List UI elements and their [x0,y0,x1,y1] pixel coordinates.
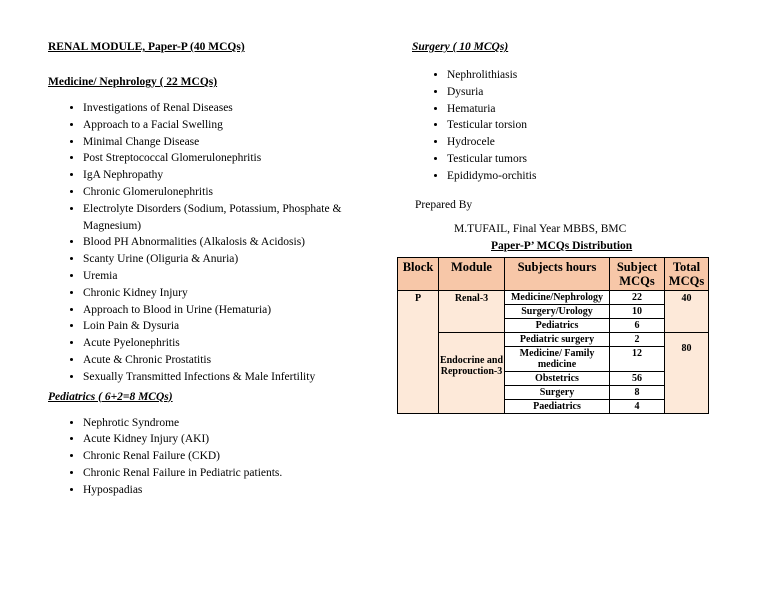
prepared-by-label: Prepared By [415,198,473,211]
mcq-cell: 56 [610,372,665,386]
subject-cell: Pediatric surgery [505,333,610,347]
list-item: • Acute & Chronic Prostatitis [83,352,378,369]
list-item: • Investigations of Renal Diseases [83,100,378,117]
list-item: • Hydrocele [447,134,732,151]
subject-cell: Medicine/ Family medicine [505,347,610,372]
subject-cell: Paediatrics [505,400,610,414]
list-item: • Testicular torsion [447,117,732,134]
list-item: • Approach to Blood in Urine (Hematuria) [83,302,378,319]
subject-cell: Surgery/Urology [505,305,610,319]
subject-cell: Pediatrics [505,319,610,333]
list-item: • IgA Nephropathy [83,167,378,184]
mcq-cell: 6 [610,319,665,333]
module-cell-endocrine: Endocrine and Reprouction-3 [439,333,505,414]
list-item: • Dysuria [447,84,732,101]
medicine-heading: Medicine/ Nephrology ( 22 MCQs) [48,76,218,88]
surgery-heading: Surgery ( 10 MCQs) [412,41,509,53]
table-title: Paper-P’ MCQs Distribution [491,240,633,252]
list-item: • Sexually Transmitted Infections & Male Infertility [83,369,378,386]
subject-cell: Surgery [505,386,610,400]
list-item: • Nephrotic Syndrome [83,415,378,432]
list-item: • Hypospadias [83,482,378,499]
mcq-cell: 22 [610,291,665,305]
header-subject-mcqs: Subject MCQs [610,258,665,291]
mcq-distribution-table [397,257,709,414]
header-block: Block [398,258,439,291]
list-item: • Acute Kidney Injury (AKI) [83,431,378,448]
block-cell: P [398,291,439,414]
list-item: • Scanty Urine (Oliguria & Anuria) [83,251,378,268]
author-line: M.TUFAIL, Final Year MBBS, BMC [454,222,627,235]
mcq-cell: 8 [610,386,665,400]
header-subjects-hours: Subjects hours [505,258,610,291]
table-row [398,333,709,347]
mcq-cell: 4 [610,400,665,414]
header-module: Module [439,258,505,291]
list-item: • Nephrolithiasis [447,67,732,84]
list-item: • Testicular tumors [447,151,732,168]
total-cell-renal: 40 [665,291,709,333]
list-item: • Chronic Renal Failure (CKD) [83,448,378,465]
mcq-cell: 12 [610,347,665,372]
list-item: • Post Streptococcal Glomerulonephritis [83,150,378,167]
list-item: • Chronic Kidney Injury [83,285,378,302]
surgery-topic-list [412,67,732,185]
list-item: • Epididymo-orchitis [447,168,732,185]
mcq-cell: 10 [610,305,665,319]
list-item: • Minimal Change Disease [83,134,378,151]
total-cell-endocrine: 80 [665,333,709,414]
subject-cell: Medicine/Nephrology [505,291,610,305]
list-item: • Chronic Glomerulonephritis [83,184,378,201]
list-item: • Electrolyte Disorders (Sodium, Potassium, Phosphate & Magnesium) [83,201,378,235]
list-item: • Chronic Renal Failure in Pediatric patients. [83,465,378,482]
subject-cell: Obstetrics [505,372,610,386]
pediatrics-heading: Pediatrics ( 6+2=8 MCQs) [48,390,173,403]
left-column [48,40,378,499]
list-item: • Blood PH Abnormalities (Alkalosis & Acidosis) [83,234,378,251]
list-item: • Uremia [83,268,378,285]
table-header-row [398,258,709,291]
header-total-mcqs: Total MCQs [665,258,709,291]
list-item: • Hematuria [447,101,732,118]
page-title: RENAL MODULE, Paper-P (40 MCQs) [48,41,245,53]
right-column [412,40,732,237]
list-item: • Loin Pain & Dysuria [83,318,378,335]
table-row [398,291,709,305]
pediatrics-topic-list [48,415,378,499]
list-item: • Acute Pyelonephritis [83,335,378,352]
medicine-topic-list [48,100,378,386]
list-item: • Approach to a Facial Swelling [83,117,378,134]
mcq-cell: 2 [610,333,665,347]
module-cell-renal: Renal-3 [439,291,505,333]
